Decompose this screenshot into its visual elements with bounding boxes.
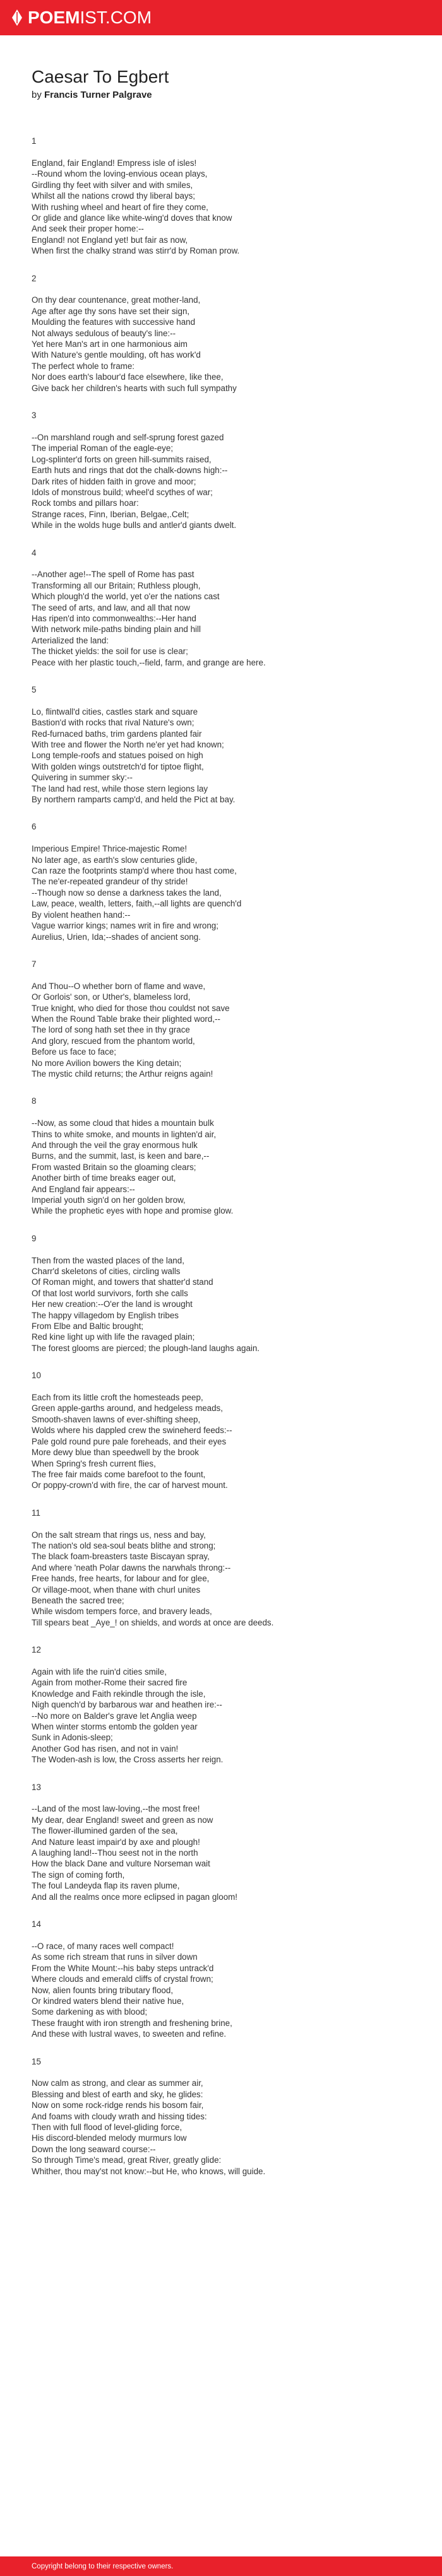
poem-line: No more Avilion bowers the King detain;	[32, 1058, 182, 1068]
poem-line: On the salt stream that rings us, ness and bay,	[32, 1530, 206, 1540]
site-footer	[0, 2556, 442, 2576]
poem-line: Then with full flood of level-gliding force,	[32, 2122, 182, 2132]
poem-line: The foul Landeyda flap its raven plume,	[32, 1881, 180, 1891]
stanza	[32, 1782, 417, 1902]
poem-line: The forest glooms are pierced; the plough-land laughs again.	[32, 1343, 260, 1353]
poem-line: Transforming all our Britain; Ruthless plough,	[32, 580, 201, 590]
poem-line: Knowledge and Faith rekindle through the isle,	[32, 1689, 206, 1699]
poem-line: The free fair maids come barefoot to the fount,	[32, 1469, 206, 1479]
poem-line: From Elbe and Baltic brought;	[32, 1321, 144, 1332]
poem-line: England, fair England! Empress isle of isles!	[32, 158, 197, 168]
poem-line: Girdling thy feet with silver and with smiles,	[32, 180, 193, 190]
stanza-number: 13	[32, 1782, 41, 1792]
poem-line: The Woden-ash is low, the Cross asserts her reign.	[32, 1755, 224, 1765]
poem-line: Rock tombs and pillars hoar:	[32, 498, 139, 508]
poem-line: Idols of monstrous build; wheel'd scythes of war;	[32, 487, 213, 497]
stanza	[32, 273, 417, 394]
poem-line: Law, peace, wealth, letters, faith,--all lights are quench'd	[32, 899, 242, 909]
poem-line: When winter storms entomb the golden year	[32, 1722, 198, 1731]
poem-line: With network mile-paths binding plain and hill	[32, 624, 201, 635]
site-header	[0, 0, 442, 35]
poem-line: When Spring's fresh current flies,	[32, 1458, 156, 1468]
byline-prefix: by	[32, 90, 42, 101]
poem-line: The seed of arts, and law, and all that now	[32, 602, 190, 612]
poem-line: --Another age!--The spell of Rome has past	[32, 570, 194, 580]
stanza	[32, 821, 417, 942]
poem-line: And glory, rescued from the phantom world,	[32, 1036, 195, 1046]
poem-line: --No more on Balder's grave let Anglia weep	[32, 1711, 197, 1721]
poem-line: While wisdom tempers force, and bravery leads,	[32, 1607, 212, 1617]
poem-line: --O race, of many races well compact!	[32, 1941, 174, 1951]
poem-line: Now on some rock-ridge rends his bosom fair,	[32, 2100, 204, 2111]
stanza-number: 15	[32, 2056, 41, 2066]
poem-line: Lo, flintwall'd cities, castles stark and square	[32, 706, 198, 717]
poem-line: And Nature least impair'd by axe and plough!	[32, 1837, 200, 1847]
poem-line: Log-splinter'd forts on green hill-summits raised,	[32, 454, 212, 464]
poem-line: Which plough'd the world, yet o'er the nations cast	[32, 592, 220, 602]
poem-line: And Thou--O whether born of flame and wave,	[32, 981, 206, 991]
poem-line: Arterialized the land:	[32, 635, 109, 645]
poem-line: The flower-illumined garden of the sea,	[32, 1826, 178, 1836]
poem-line: Of that lost world survivors, forth she calls	[32, 1288, 188, 1298]
stanza	[32, 1370, 417, 1490]
poem-line: When the Round Table brake their plighted word,--	[32, 1014, 220, 1024]
poem-line: And England fair appears:--	[32, 1184, 135, 1194]
poem-line: The nation's old sea-soul beats blithe and strong;	[32, 1540, 216, 1550]
poem-line: True knight, who died for those thou couldst not save	[32, 1003, 230, 1013]
logo-light-text: IST.COM	[80, 8, 152, 27]
poem-line: As some rich stream that runs in silver down	[32, 1952, 198, 1962]
poem-line: No later age, as earth's slow centuries glide,	[32, 855, 198, 865]
poem-line: Nigh quench'd by barbarous war and heathen ire:--	[32, 1700, 222, 1710]
poem-line: Again with life the ruin'd cities smile,	[32, 1666, 167, 1677]
stanza	[32, 2056, 417, 2177]
poem-line: Vague warrior kings; names writ in fire and wrong;	[32, 921, 218, 931]
poem-line: While the prophetic eyes with hope and promise glow.	[32, 1206, 234, 1216]
poem-line: Or kindred waters blend their native hue,	[32, 1996, 184, 2006]
poem-line: Quivering in summer sky:--	[32, 773, 133, 783]
poem-line: Thins to white smoke, and mounts in lighten'd air,	[32, 1129, 217, 1139]
poem-line: By northern ramparts camp'd, and held the Pict at bay.	[32, 795, 236, 805]
poem-line: A laughing land!--Thou seest not in the north	[32, 1848, 198, 1858]
poem-line: With golden wings outstretch'd for tiptoe flight,	[32, 761, 204, 771]
poem-line: And all the realms once more eclipsed in pagan gloom!	[32, 1892, 238, 1902]
poem-line: The mystic child returns; the Arthur reigns again!	[32, 1068, 213, 1079]
poem-line: With rushing wheel and heart of fire they come,	[32, 202, 208, 212]
poem-line: Nor does earth's labour'd face elsewhere, like thee,	[32, 372, 224, 382]
poem-line: When first the chalky strand was stirr'd by Roman prow.	[32, 246, 240, 256]
poem-line: The sign of coming forth,	[32, 1870, 125, 1880]
poem-line: The black foam-breasters taste Biscayan spray,	[32, 1552, 210, 1562]
poem-line: And these with lustral waves, to sweeten and refine.	[32, 2029, 227, 2039]
poem-line: And seek their proper home:--	[32, 224, 144, 234]
stanza	[32, 684, 417, 805]
poem-line: Yet here Man's art in one harmonious aim	[32, 339, 188, 349]
poem-line: England! not England yet! but fair as now,	[32, 235, 188, 245]
poem-line: The ne'er-repeated grandeur of thy stride!	[32, 877, 188, 887]
poem-line: Aurelius, Urien, Ida;--shades of ancient song.	[32, 932, 201, 942]
poem-line: Not always sedulous of beauty's line:--	[32, 328, 176, 338]
poem-line: Green apple-garths around, and hedgeless meads,	[32, 1403, 223, 1414]
poem-line: While in the wolds huge bulls and antler'd giants dwelt.	[32, 520, 237, 530]
poem-line: Moulding the features with successive hand	[32, 317, 196, 327]
stanza-number: 11	[32, 1508, 40, 1518]
poem-line: Whilst all the nations crowd thy liberal bays;	[32, 191, 195, 201]
poem-line: Free hands, free hearts, for labour and for glee,	[32, 1574, 210, 1584]
logo-strong-text: POEM	[28, 8, 80, 27]
stanza	[32, 1919, 417, 2039]
poem-line: Pale gold round pure pale foreheads, and their eyes	[32, 1436, 227, 1446]
stanza	[32, 1644, 417, 1765]
poem-line: Smooth-shaven lawns of ever-shifting sheep,	[32, 1414, 201, 1424]
poem-line: The thicket yields: the soil for use is clear;	[32, 647, 188, 657]
stanza-list	[32, 136, 417, 2177]
poem-title: Caesar To Egbert	[32, 67, 169, 86]
quill-logo-icon	[11, 9, 23, 26]
stanza-number: 12	[32, 1645, 41, 1655]
poem-line: Or poppy-crown'd with fire, the car of harvest mount.	[32, 1480, 228, 1490]
poem-line: How the black Dane and vulture Norseman wait	[32, 1859, 210, 1869]
poem-line: Before us face to face;	[32, 1047, 116, 1057]
stanza-number: 7	[32, 959, 37, 969]
poem-line: Imperial youth sign'd on her golden brow,	[32, 1195, 186, 1205]
poem-line: Now, alien founts bring tributary flood,	[32, 1985, 174, 1995]
poem-line: Has ripen'd into commonwealths:--Her hand	[32, 613, 196, 623]
stanza-number: 9	[32, 1233, 37, 1243]
poem-line: Till spears beat _Aye_! on shields, and words at once are deeds.	[32, 1617, 274, 1627]
poem-line: Then from the wasted places of the land,	[32, 1255, 184, 1265]
stanza	[32, 1096, 417, 1216]
poem-line: From the White Mount:--his baby steps untrack'd	[32, 1963, 214, 1973]
stanza-number: 4	[32, 547, 37, 558]
poem-line: Another God has risen, and not in vain!	[32, 1743, 179, 1753]
poem-line: Her new creation:--O'er the land is wrought	[32, 1299, 193, 1309]
poem-line: Peace with her plastic touch,--field, farm, and grange are here.	[32, 657, 266, 667]
poem-content	[0, 35, 442, 2177]
poem-line: Sunk in Adonis-sleep;	[32, 1733, 113, 1743]
stanza	[32, 959, 417, 1079]
poem-line: The happy villagedom by English tribes	[32, 1310, 179, 1320]
poem-line: Burns, and the summit, last, is keen and bare,--	[32, 1151, 210, 1161]
poem-line: Or glide and glance like white-wing'd doves that know	[32, 213, 232, 223]
poem-line: Whither, thou may'st not know:--but He, who knows, will guide.	[32, 2166, 266, 2176]
poem-line: --Though now so dense a darkness takes the land,	[32, 887, 222, 898]
poem-line: Or Gorlois' son, or Uther's, blameless lord,	[32, 992, 191, 1002]
stanza	[32, 1233, 417, 1354]
poem-line: And where 'neath Polar dawns the narwhals throng:--	[32, 1562, 231, 1572]
poem-line: Age after age thy sons have set their sign,	[32, 306, 190, 316]
poem-line: Down the long seaward course:--	[32, 2144, 156, 2154]
site-logo[interactable]	[11, 9, 152, 26]
poem-line: Long temple-roofs and statues poised on high	[32, 751, 203, 761]
poem-byline	[32, 90, 417, 100]
poem-line: Red-furnaced baths, trim gardens planted fair	[32, 729, 202, 739]
poem-line: Beneath the sacred tree;	[32, 1595, 124, 1605]
stanza-number: 10	[32, 1371, 41, 1381]
poem-line: By violent heathen hand:--	[32, 910, 131, 920]
stanza-number: 14	[32, 1919, 41, 1929]
poem-line: My dear, dear England! sweet and green as now	[32, 1815, 213, 1825]
poem-line: Dark rites of hidden faith in grove and moor;	[32, 476, 196, 486]
poem-line: --Round whom the loving-envious ocean plays,	[32, 169, 208, 179]
poem-line: The imperial Roman of the eagle-eye;	[32, 443, 174, 454]
poem-line: More dewy blue than speedwell by the brook	[32, 1448, 199, 1458]
stanza-number: 5	[32, 685, 37, 694]
poem-line: --On marshland rough and self-sprung forest gazed	[32, 432, 224, 442]
poem-line: The lord of song hath set thee in thy grace	[32, 1025, 190, 1035]
poem-line: Charr'd skeletons of cities, circling walls	[32, 1267, 181, 1277]
poem-line: Bastion'd with rocks that rival Nature's own;	[32, 718, 194, 728]
poem-line: Now calm as strong, and clear as summer air,	[32, 2078, 203, 2088]
stanza-number: 8	[32, 1096, 37, 1106]
poem-line: --Now, as some cloud that hides a mountain bulk	[32, 1118, 214, 1128]
poem-line: These fraught with iron strength and freshening brine,	[32, 2018, 232, 2028]
poem-line: Some darkening as with blood;	[32, 2007, 148, 2017]
poem-line: Where clouds and emerald cliffs of crystal frown;	[32, 1974, 213, 1984]
copyright-text: Copyright belong to their respective owners.	[32, 2562, 174, 2570]
stanza	[32, 410, 417, 530]
poem-line: The land had rest, while those stern legions lay	[32, 783, 208, 793]
poem-line: Red kine light up with life the ravaged plain;	[32, 1332, 195, 1342]
poem-line: His discord-blended melody murmurs low	[32, 2133, 187, 2143]
poem-line: Give back her children's hearts with such full sympathy	[32, 383, 237, 393]
stanza	[32, 1508, 417, 1628]
poem-line: Can raze the footprints stamp'd where thou hast come,	[32, 866, 237, 876]
poem-line: From wasted Britain so the gloaming clears;	[32, 1162, 196, 1172]
poem-line: And through the veil the gray enormous hulk	[32, 1140, 198, 1150]
stanza-number: 3	[32, 411, 37, 421]
poem-line: And foams with cloudy wrath and hissing tides:	[32, 2111, 207, 2121]
poem-line: On thy dear countenance, great mother-land,	[32, 295, 201, 305]
poem-line: So through Time's mead, great River, greatly glide:	[32, 2155, 222, 2165]
poem-line: Blessing and blest of earth and sky, he glides:	[32, 2089, 203, 2099]
poem-line: With Nature's gentle moulding, oft has work'd	[32, 350, 201, 360]
stanza-number: 2	[32, 273, 37, 283]
poem-line: Imperious Empire! Thrice-majestic Rome!	[32, 844, 188, 854]
poem-line: --Land of the most law-loving,--the most free!	[32, 1804, 200, 1814]
stanza-number: 1	[32, 136, 37, 146]
poem-line: Wolds where his dappled crew the swineherd feeds:--	[32, 1426, 232, 1436]
poem-line: Of Roman might, and towers that shatter'd stand	[32, 1277, 213, 1287]
poem-line: Each from its little croft the homesteads peep,	[32, 1393, 203, 1403]
site-logo-text	[28, 9, 152, 26]
poem-line: Again from mother-Rome their sacred fire	[32, 1678, 188, 1688]
poem-line: Another birth of time breaks eager out,	[32, 1173, 176, 1183]
poem-line: The perfect whole to frame:	[32, 361, 134, 371]
poem-line: Or village-moot, when thane with churl unites	[32, 1584, 201, 1595]
stanza	[32, 136, 417, 256]
author-link[interactable]: Francis Turner Palgrave	[44, 90, 152, 101]
stanza	[32, 547, 417, 668]
poem-line: Strange races, Finn, Iberian, Belgae,.Celt;	[32, 509, 189, 519]
poem-line: Earth huts and rings that dot the chalk-downs high:--	[32, 465, 228, 476]
poem-line: With tree and flower the North ne'er yet had known;	[32, 740, 224, 750]
stanza-number: 6	[32, 822, 37, 832]
